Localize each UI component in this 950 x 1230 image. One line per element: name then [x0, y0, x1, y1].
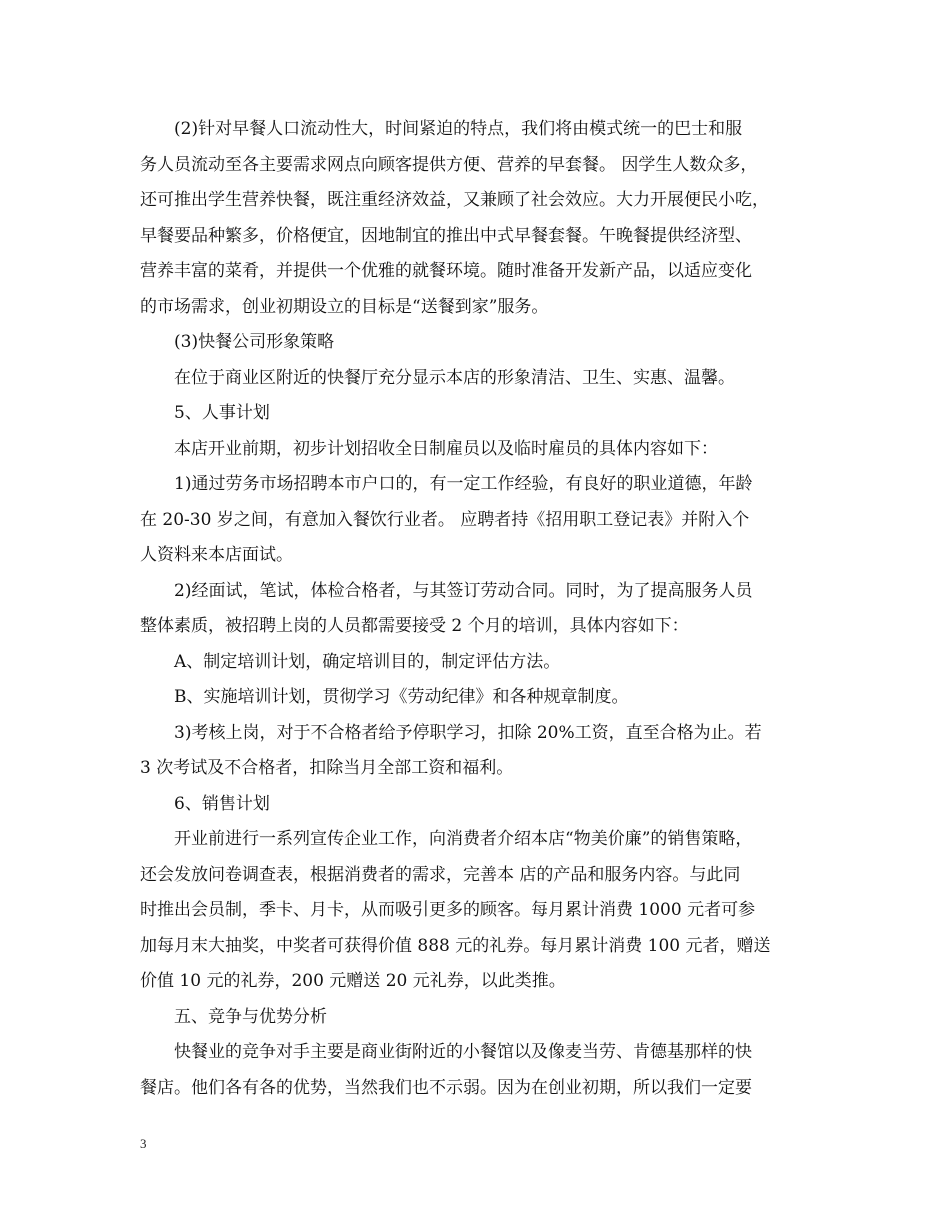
text-line: 快餐业的竞争对手主要是商业街附近的小餐馆以及像麦当劳、肯德基那样的快	[174, 1042, 752, 1062]
text-line: 整体素质，被招聘上岗的人员都需要接受 2 个月的培训，具体内容如下：	[140, 616, 689, 636]
text-line: 本店开业前期，初步计划招收全日制雇员以及临时雇员的具体内容如下：	[174, 438, 718, 459]
text-line: 在位于商业区附近的快餐厅充分显示本店的形象清洁、卫生、实惠、温馨。	[174, 367, 735, 388]
text-line: 营养丰富的菜肴，并提供一个优雅的就餐环境。随时准备开发新产品，以适应变化	[140, 261, 752, 281]
text-line: 餐店。他们各有各的优势，当然我们也不示弱。因为在创业初期，所以我们一定要	[140, 1077, 752, 1098]
text-line: A、制定培训计划，确定培训目的，制定评估方法。	[174, 651, 561, 672]
text-line: 3 次考试及不合格者，扣除当月全部工资和福利。	[140, 758, 514, 778]
text-line: (2)针对早餐人口流动性大，时间紧迫的特点，我们将由模式统一的巴士和服	[174, 119, 743, 139]
page-number: 3	[140, 1136, 147, 1151]
text-line: (3)快餐公司形象策略	[174, 332, 335, 352]
text-line: 早餐要品种繁多，价格便宜，因地制宜的推出中式早餐套餐。午晚餐提供经济型、	[140, 225, 752, 246]
text-line: 2)经面试，笔试，体检合格者，与其签订劳动合同。同时，为了提高服务人员	[174, 580, 753, 601]
text-line: 5、人事计划	[174, 403, 270, 423]
text-line: 的市场需求，创业初期设立的目标是“送餐到家”服务。	[140, 296, 549, 317]
text-line: 加每月末大抽奖，中奖者可获得价值 888 元的礼券。每月累计消费 100 元者，赠送	[140, 935, 771, 956]
text-line: 五、竞争与优势分析	[174, 1006, 327, 1027]
text-line: 6、销售计划	[174, 793, 270, 814]
document-body	[140, 112, 820, 1106]
text-line: 人资料来本店面试。	[140, 545, 293, 565]
text-line: B、实施培训计划，贯彻学习《劳动纪律》和各种规章制度。	[174, 687, 629, 707]
text-line: 时推出会员制，季卡、月卡，从而吸引更多的顾客。每月累计消费 1000 元者可参	[140, 900, 756, 920]
text-line: 还会发放问卷调查表，根据消费者的需求，完善本 店的产品和服务内容。与此同	[140, 864, 741, 885]
text-line: 1)通过劳务市场招聘本市户口的，有一定工作经验，有良好的职业道德，年龄	[174, 474, 753, 494]
text-line: 价值 10 元的礼券，200 元赠送 20 元礼券，以此类推。	[140, 971, 566, 991]
text-line: 还可推出学生营养快餐，既注重经济效益，又兼顾了社会效应。大力开展便民小吃，	[140, 190, 769, 210]
text-line: 务人员流动至各主要需求网点向顾客提供方便、营养的早套餐。 因学生人数众多，	[140, 154, 758, 175]
text-line: 开业前进行一系列宣传企业工作，向消费者介绍本店“物美价廉”的销售策略，	[174, 829, 753, 849]
text-line: 在 20-30 岁之间，有意加入餐饮行业者。 应聘者持《招用职工登记表》并附入个	[140, 509, 750, 530]
text-line: 3)考核上岗，对于不合格者给予停职学习，扣除 20%工资，直至合格为止。若	[174, 722, 762, 743]
